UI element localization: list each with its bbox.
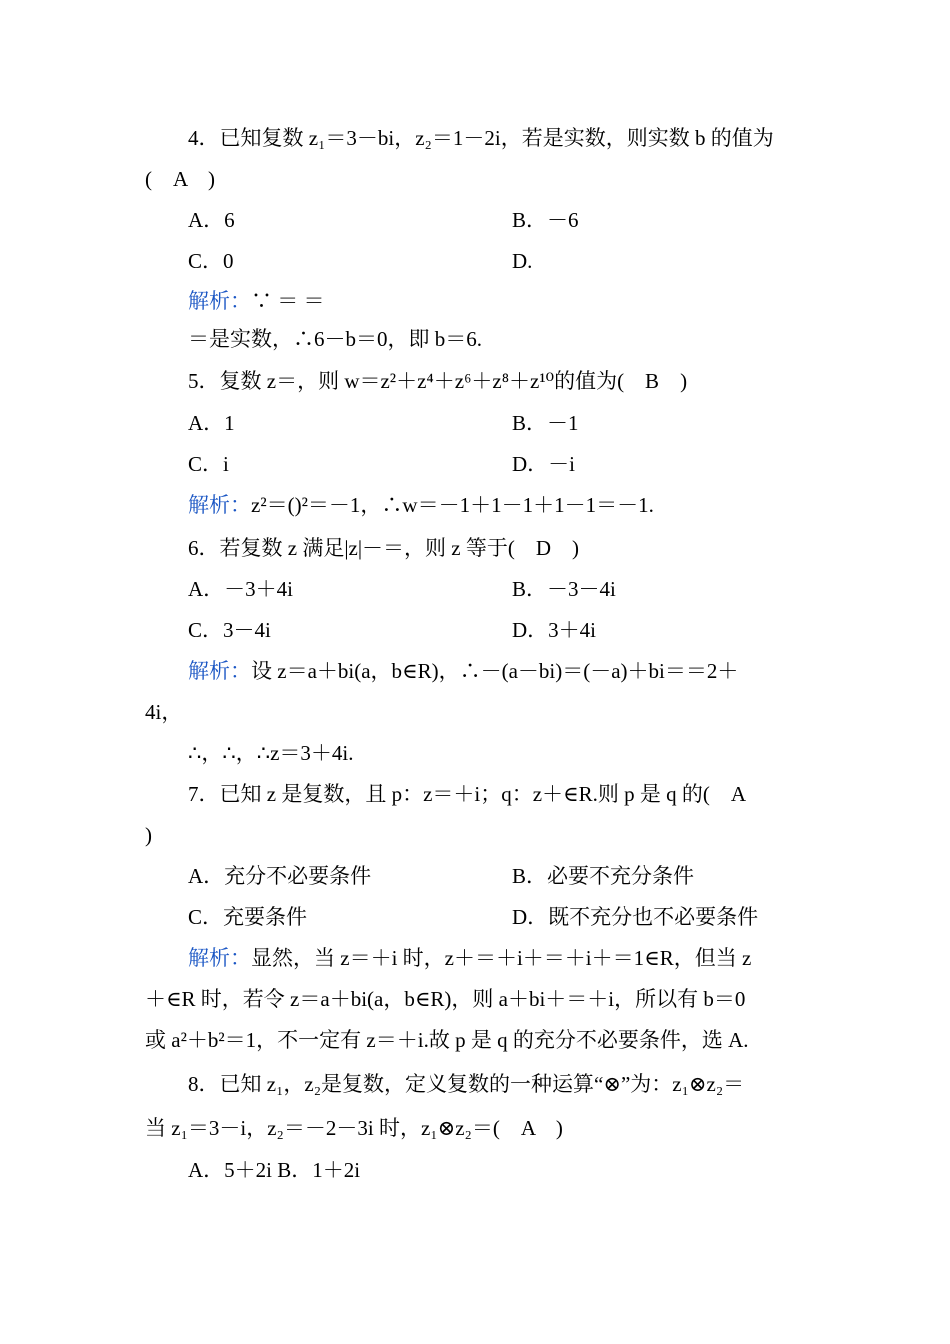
q6-stem: 6．若复数 z 满足|z|－＝，则 z 等于( D ) [188,536,580,560]
jiexi-label: 解析： [188,659,251,683]
q4-option-d: D. [512,249,533,273]
q6-option-d: D．3＋4i [512,618,596,642]
q6-jiexi-line3: ∴，∴，∴z＝3＋4i. [188,741,354,765]
q7-stem: 7．已知 z 是复数，且 p：z＝＋i；q：z＋∈R.则 p 是 q 的( A [188,782,747,806]
q6-jiexi-line1: 设 z＝a＋bi(a，b∈R)，∴－(a－bi)＝(－a)＋bi＝＝2＋ [251,659,739,683]
q5-option-d: D．－i [512,452,575,476]
q7-jiexi-line3: 或 a²＋b²＝1，不一定有 z＝＋i.故 p 是 q 的充分不必要条件，选 A. [145,1028,749,1052]
q8-stem: 8．已知 z₁，z₂是复数，定义复数的一种运算“⊗”为：z₁⊗z₂＝ [188,1072,745,1096]
q5-option-c: C．i [188,452,229,476]
q6-option-c: C．3－4i [188,618,271,642]
q5-stem: 5．复数 z＝，则 w＝z²＋z⁴＋z⁶＋z⁸＋z¹⁰的值为( B ) [188,369,688,393]
q7-jiexi-line1: 显然，当 z＝＋i 时，z＋＝＋i＋＝＋i＋＝1∈R，但当 z [251,946,752,970]
q7-jiexi [188,944,751,972]
q5-option-b: B．－1 [512,411,579,435]
q8-options-ab: A．5＋2i B．1＋2i [188,1158,361,1182]
q7-jiexi-line2: ＋∈R 时，若令 z＝a＋bi(a，b∈R)，则 a＋bi＋＝＋i，所以有 b＝0 [145,987,746,1011]
q4-option-b: B．－6 [512,208,579,232]
q4-answer: ( A ) [145,167,215,191]
q7-option-b: B．必要不充分条件 [512,864,695,888]
q4-stem: 4．已知复数 z₁＝3－bi，z₂＝1－2i，若是实数，则实数 b 的值为 [188,126,774,150]
q4-option-c: C．0 [188,249,234,273]
q6-jiexi-line2: 4i， [145,700,183,724]
jiexi-label: 解析： [188,493,251,517]
q4-jiexi-line2: ＝是实数，∴6－b＝0，即 b＝6. [188,327,482,351]
q4-jiexi-line1: ∵ ＝ ＝ [251,289,325,313]
q5-option-a: A．1 [188,411,235,435]
q6-option-a: A．－3＋4i [188,577,293,601]
q7-option-d: D．既不充分也不必要条件 [512,905,759,929]
q8-stem-line2: 当 z₁＝3－i，z₂＝－2－3i 时，z₁⊗z₂＝( A ) [145,1116,563,1140]
q4-jiexi [188,287,325,315]
jiexi-label: 解析： [188,289,251,313]
q6-option-b: B．－3－4i [512,577,616,601]
q7-stem-line2: ) [145,823,152,847]
q7-option-a: A．充分不必要条件 [188,864,372,888]
q6-jiexi [188,657,738,685]
q5-jiexi [188,491,654,519]
q7-option-c: C．充要条件 [188,905,308,929]
q5-jiexi-line1: z²＝()²＝－1，∴w＝－1＋1－1＋1－1＝－1. [251,493,654,517]
q4-option-a: A．6 [188,208,235,232]
jiexi-label: 解析： [188,946,251,970]
